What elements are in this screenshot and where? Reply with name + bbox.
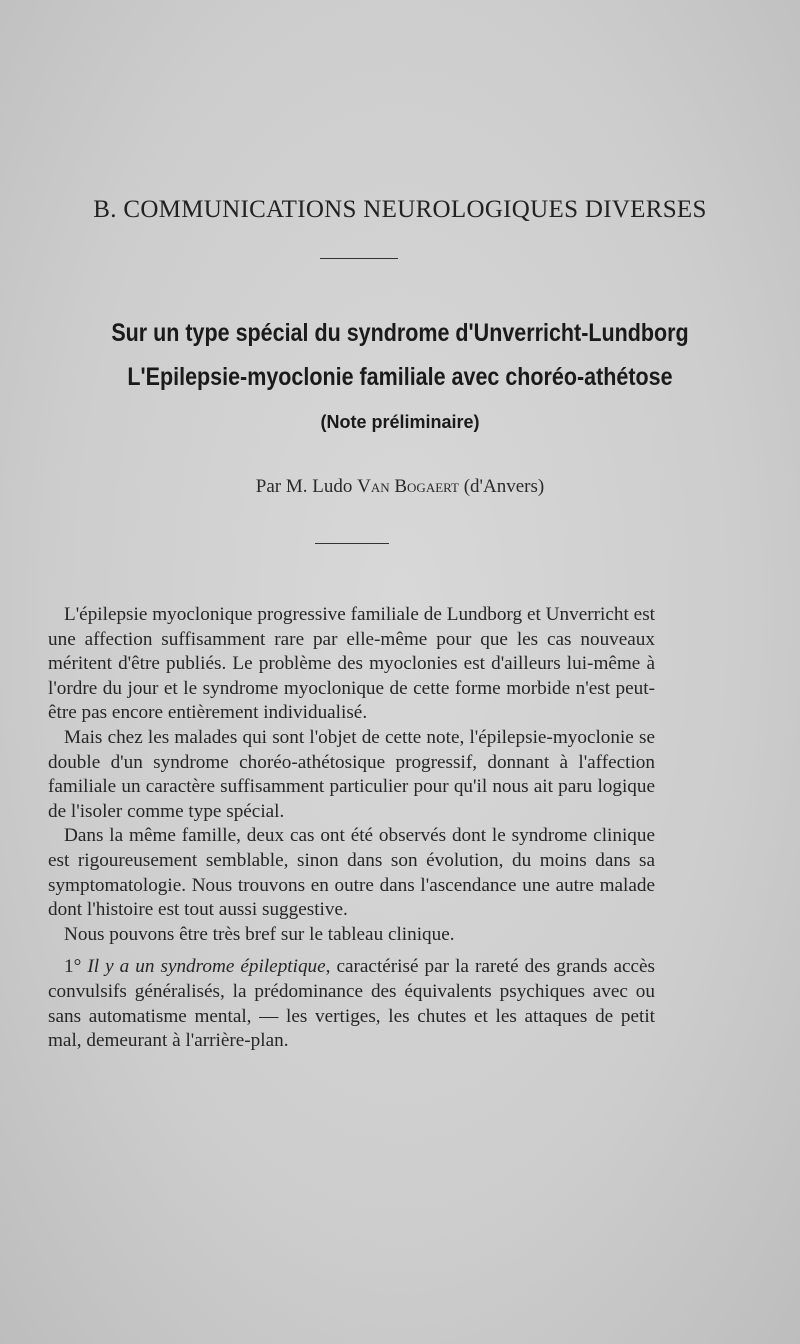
point-number: 1° xyxy=(64,956,88,978)
author-line xyxy=(0,476,800,498)
note-label: (Note préliminaire) xyxy=(320,412,480,432)
body-text xyxy=(48,603,655,1054)
paragraph: Nous pouvons être très bref sur le tableau clinique. xyxy=(64,923,455,945)
paragraph: Mais chez les malades qui sont l'objet de cette note, l'épilepsie-myoclonie se double d'un syndrome choréo-athétosique progressif, donnant à l'affection familiale un caractère suffisamment particulier pour qu'il nous ait paru logique de l'isoler comme type spécial. xyxy=(48,726,655,822)
author-suffix: (d'Anvers) xyxy=(458,476,545,497)
paragraph: Dans la même famille, deux cas ont été observés dont le syndrome clinique est rigoureusement semblable, sinon dans son évolution, du moins dans sa symptomatologie. Nous trouvons en outre dans l'ascendance une autre malade dont l'histoire est tout aussi suggestive. xyxy=(48,825,655,921)
author-prefix: Par M. Ludo xyxy=(255,476,358,497)
paragraph: L'épilepsie myoclonique progressive familiale de Lundborg et Unverricht est une affection suffisamment rare par elle-même pour que les cas nouveaux méritent d'être publiés. Le problème des myoclonies est d'ailleurs lui-même à l'ordre du jour et le syndrome myoclonique de cette forme morbide n'est peut-être pas encore entièrement individualisé. xyxy=(48,604,655,724)
point-heading: Il y a un syndrome épileptique xyxy=(87,956,326,978)
article-title-line-1: Sur un type spécial du syndrome d'Unverricht-Lundborg xyxy=(111,319,689,347)
author-name: Van Bogaert xyxy=(357,476,459,497)
divider-rule xyxy=(315,543,389,544)
paragraph-point-1 xyxy=(48,955,655,1053)
article-title-line-2: L'Epilepsie-myoclonie familiale avec choréo-athétose xyxy=(127,363,673,391)
section-heading: B. COMMUNICATIONS NEUROLOGIQUES DIVERSES xyxy=(93,196,707,223)
point-text: , caractérisé par la rareté des grands accès convulsifs généralisés, la prédominance des équivalents psychiques avec ou sans automatisme mental, — les vertiges, les chutes et les attaques de petit mal, demeurant à l'arrière-plan. xyxy=(48,956,655,1052)
divider-rule xyxy=(320,258,398,259)
